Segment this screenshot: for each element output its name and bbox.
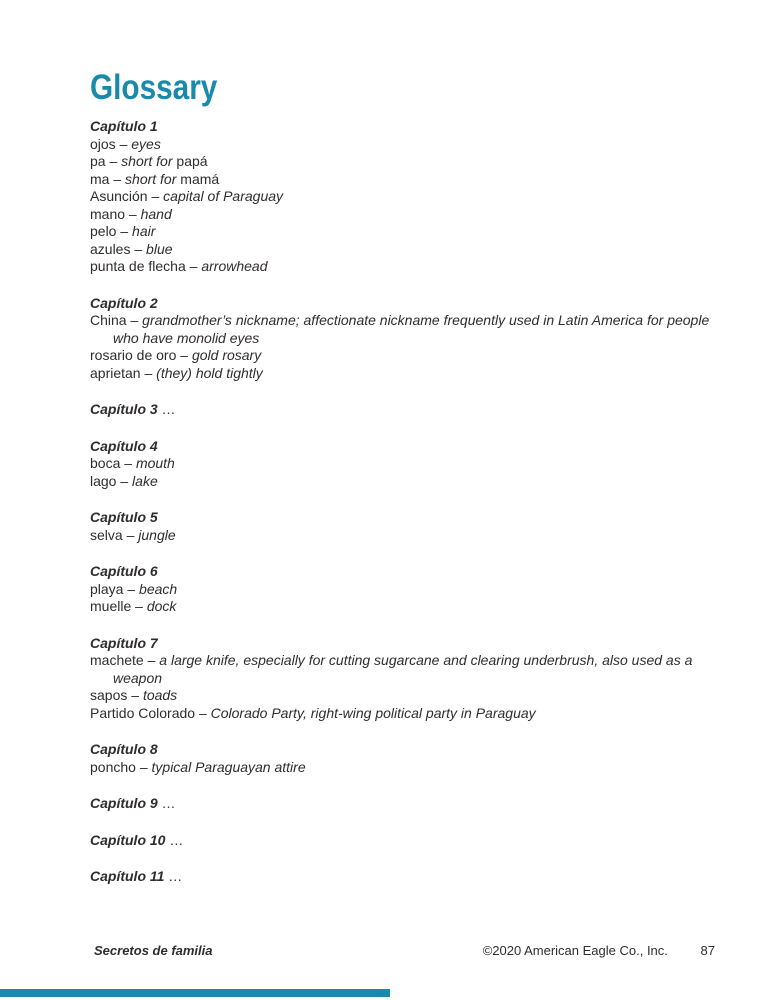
- entry-definition-segment: Colorado Party, right-wing political party in Paraguay: [210, 704, 536, 721]
- footer-copyright: ©2020 American Eagle Co., Inc.: [482, 943, 668, 958]
- entry-definition-segment: hand: [140, 205, 172, 222]
- entry-dash: –: [147, 188, 164, 204]
- entry-dash: –: [127, 687, 143, 703]
- glossary-entry: [90, 705, 720, 723]
- entry-definition-segment: hair: [132, 223, 156, 239]
- entry-term: selva: [90, 526, 123, 543]
- footer-book-title: Secretos de familia: [94, 943, 213, 958]
- entry-dash: –: [109, 170, 126, 187]
- entry-definition-segment: grandmother’s nickname; affectionate nickname frequently used in Latin America for people who have monolid eyes: [113, 312, 710, 346]
- entry-definition-segment: dock: [146, 598, 177, 614]
- glossary-section: [90, 635, 720, 723]
- glossary-entry: [90, 581, 720, 599]
- entry-dash: –: [116, 472, 133, 489]
- entry-dash: –: [115, 135, 132, 152]
- glossary-entry: [90, 171, 720, 189]
- entry-definition-segment: arrowhead: [201, 258, 268, 274]
- entry-term: muelle: [90, 598, 132, 614]
- entry-term: playa: [90, 580, 124, 597]
- entry-term: lago: [90, 472, 117, 489]
- entry-definition-segment: eyes: [131, 135, 161, 152]
- entry-dash: –: [176, 347, 192, 363]
- entry-dash: –: [195, 704, 211, 721]
- page-title: Glossary: [90, 68, 218, 107]
- chapter-heading: [90, 868, 720, 886]
- chapter-heading: [90, 295, 720, 313]
- glossary-entry: [90, 188, 720, 206]
- glossary-section: [90, 401, 720, 419]
- entry-definition-segment: typical Paraguayan attire: [151, 758, 306, 775]
- chapter-heading: [90, 635, 720, 653]
- entry-definition-segment: lake: [132, 472, 158, 489]
- entry-definition-segment: mouth: [135, 455, 175, 471]
- chapter-heading-label: Capítulo 7: [90, 634, 158, 651]
- chapter-heading-label: Capítulo 8: [90, 741, 158, 757]
- entry-dash: –: [140, 364, 157, 381]
- entry-definition-segment: short for: [125, 170, 181, 187]
- entry-term: rosario de oro: [90, 347, 177, 363]
- entry-term: sapos: [90, 687, 128, 703]
- entry-term: mano: [90, 205, 126, 222]
- glossary-entry: [90, 365, 720, 383]
- entry-definition-segment: toads: [142, 687, 178, 703]
- entry-dash: –: [126, 312, 143, 328]
- chapter-heading: [90, 509, 720, 527]
- entry-definition-segment: beach: [139, 580, 178, 597]
- chapter-ellipsis: …: [157, 401, 176, 417]
- chapter-heading-label: Capítulo 11: [90, 868, 165, 884]
- entry-dash: –: [116, 223, 133, 239]
- chapter-heading-label: Capítulo 5: [90, 509, 158, 525]
- chapter-heading-label: Capítulo 10: [90, 831, 166, 848]
- entry-term: machete: [90, 652, 144, 668]
- entry-definition-segment: short for: [121, 153, 177, 169]
- glossary-entry: [90, 223, 720, 241]
- chapter-heading: [90, 118, 720, 136]
- page-content: [90, 69, 720, 905]
- glossary-entry: [90, 258, 720, 276]
- entry-definition-segment: a large knife, especially for cutting sugarcane and clearing underbrush, also used as a weapon: [113, 652, 693, 686]
- glossary-entry: [90, 241, 720, 259]
- glossary-entry: [90, 312, 720, 347]
- entry-dash: –: [105, 153, 122, 169]
- entry-dash: –: [125, 205, 141, 222]
- glossary-entry: [90, 759, 720, 777]
- footer-page-number: 87: [700, 943, 715, 958]
- glossary-entry: [90, 206, 720, 224]
- chapter-heading-label: Capítulo 2: [90, 294, 158, 311]
- glossary-entry: [90, 136, 720, 154]
- glossary-section: [90, 295, 720, 383]
- entry-term: Asunción: [90, 188, 148, 204]
- chapter-heading: [90, 741, 720, 759]
- glossary-section: [90, 438, 720, 491]
- chapter-heading-label: Capítulo 3: [90, 401, 158, 417]
- chapter-heading-label: Capítulo 9: [90, 795, 158, 811]
- chapter-heading: [90, 438, 720, 456]
- glossary-section: [90, 509, 720, 544]
- footer-accent-bar: [0, 989, 390, 997]
- glossary-section: [90, 563, 720, 616]
- entry-dash: –: [130, 240, 147, 257]
- glossary-section: [90, 868, 720, 886]
- chapter-heading-label: Capítulo 4: [90, 437, 158, 454]
- entry-definition-segment: jungle: [138, 526, 176, 543]
- entry-dash: –: [122, 526, 139, 543]
- entry-definition-segment: blue: [146, 240, 173, 257]
- chapter-ellipsis: …: [164, 868, 183, 884]
- entry-dash: –: [143, 652, 160, 668]
- glossary-section: [90, 832, 720, 850]
- entry-definition-segment: mamá: [180, 170, 220, 187]
- entry-term: pelo: [90, 223, 117, 239]
- entry-term: aprietan: [90, 364, 141, 381]
- glossary-section: [90, 118, 720, 276]
- glossary-entry: [90, 527, 720, 545]
- entry-dash: –: [120, 455, 136, 471]
- glossary-entry: [90, 687, 720, 705]
- glossary-sections: [90, 118, 720, 886]
- chapter-ellipsis: …: [165, 831, 184, 848]
- chapter-heading: [90, 795, 720, 813]
- entry-term: punta de flecha: [90, 258, 186, 274]
- entry-dash: –: [185, 258, 202, 274]
- entry-term: azules: [90, 240, 131, 257]
- footer-right-group: [483, 943, 715, 959]
- glossary-entry: [90, 652, 720, 687]
- entry-definition-segment: capital of Paraguay: [163, 188, 284, 204]
- glossary-entry: [90, 473, 720, 491]
- glossary-entry: [90, 598, 720, 616]
- chapter-heading: [90, 832, 720, 850]
- entry-dash: –: [135, 758, 152, 775]
- page-footer: [94, 943, 715, 959]
- chapter-heading-label: Capítulo 1: [90, 118, 158, 134]
- chapter-heading-label: Capítulo 6: [90, 563, 158, 579]
- entry-dash: –: [131, 598, 147, 614]
- entry-term: pa: [90, 153, 106, 169]
- entry-term: boca: [90, 455, 121, 471]
- entry-definition-segment: gold rosary: [191, 347, 262, 363]
- glossary-entry: [90, 153, 720, 171]
- entry-term: poncho: [90, 758, 136, 775]
- entry-definition-segment: papá: [176, 153, 208, 169]
- entry-term: China: [90, 312, 127, 328]
- chapter-ellipsis: …: [157, 795, 176, 811]
- glossary-entry: [90, 347, 720, 365]
- entry-term: ojos: [90, 135, 116, 152]
- chapter-heading: [90, 401, 720, 419]
- entry-term: Partido Colorado: [90, 704, 196, 721]
- entry-term: ma: [90, 170, 110, 187]
- entry-definition-segment: (they) hold tightly: [156, 364, 263, 381]
- glossary-section: [90, 741, 720, 776]
- glossary-entry: [90, 455, 720, 473]
- entry-dash: –: [123, 580, 140, 597]
- chapter-heading: [90, 563, 720, 581]
- glossary-section: [90, 795, 720, 813]
